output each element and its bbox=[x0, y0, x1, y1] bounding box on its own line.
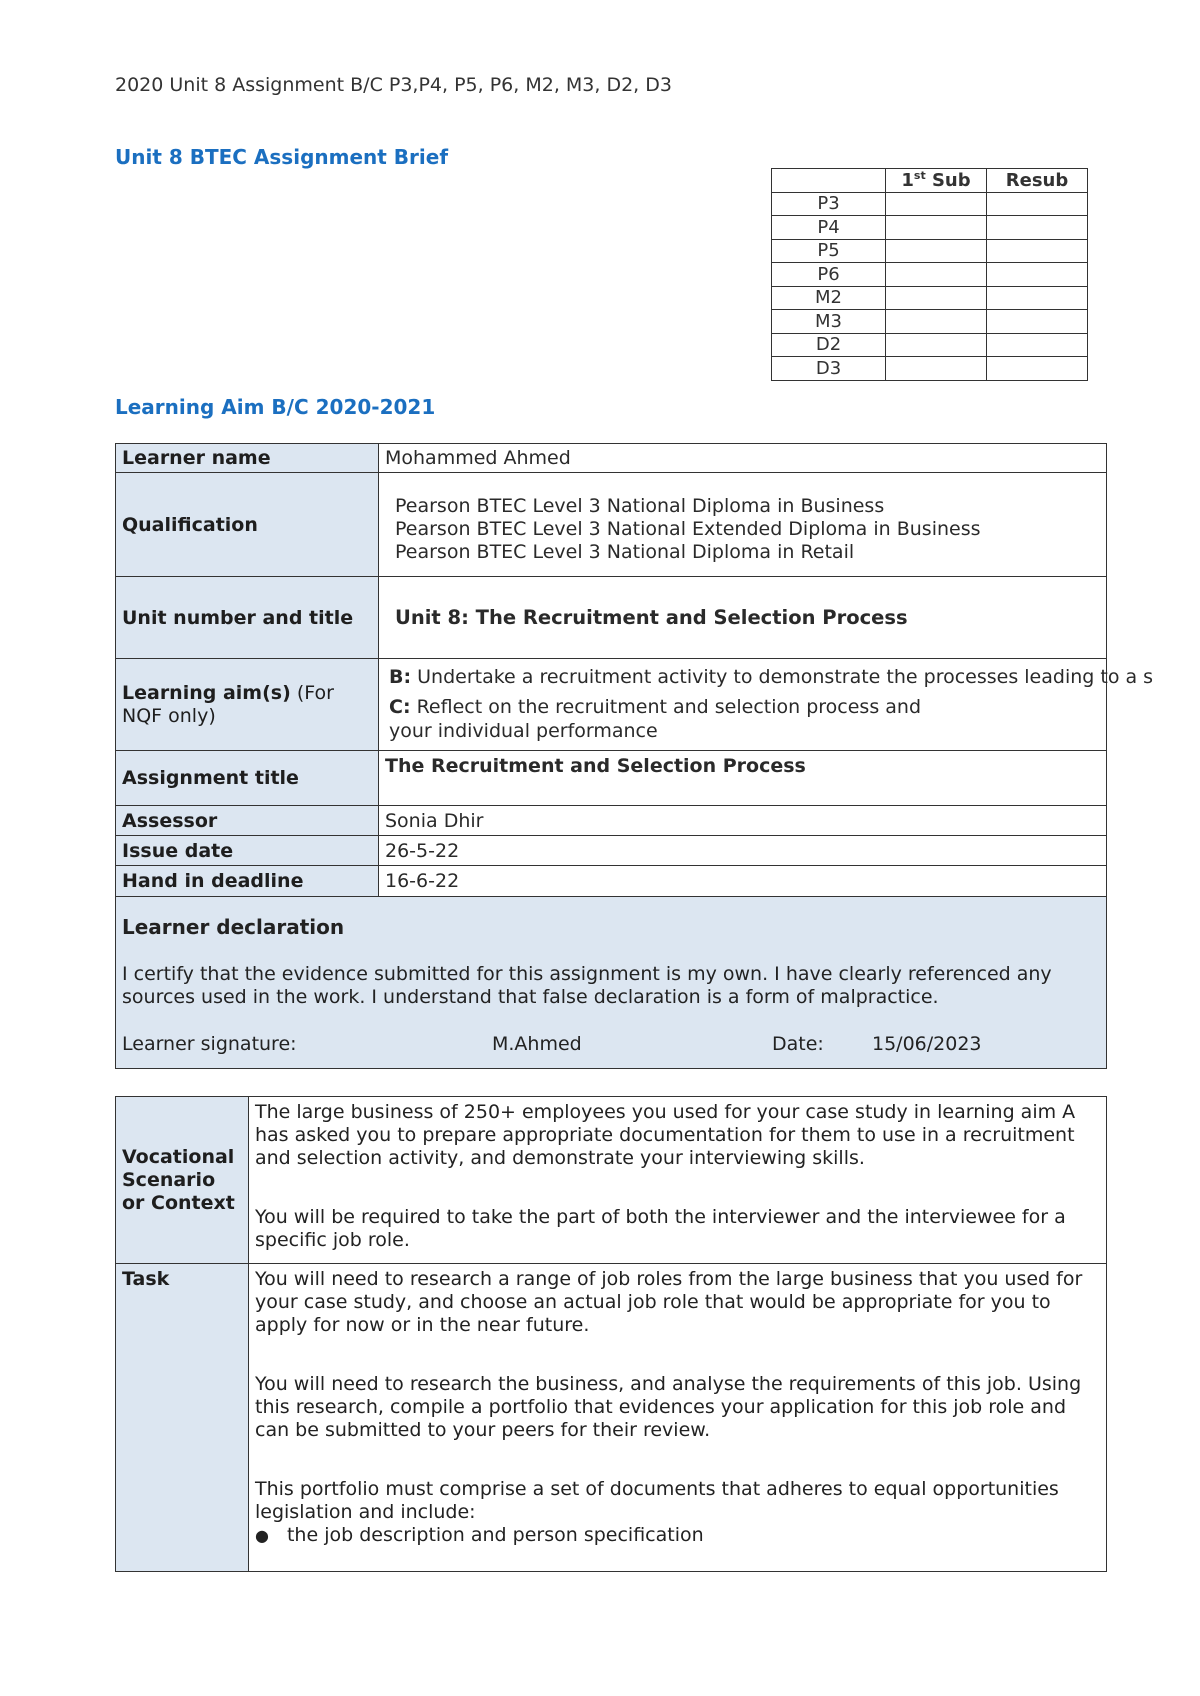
criteria-resub-cell bbox=[987, 286, 1088, 310]
criteria-first-sub-cell bbox=[886, 357, 987, 381]
criteria-code: M2 bbox=[772, 286, 886, 310]
qualification-label: Qualification bbox=[116, 473, 379, 577]
criteria-resub-cell bbox=[987, 216, 1088, 240]
learner-declaration bbox=[116, 897, 1107, 1069]
learning-aim-title: Learning Aim B/C 2020-2021 bbox=[115, 395, 436, 419]
qualification-line: Pearson BTEC Level 3 National Diploma in Business bbox=[395, 495, 885, 517]
assignment-title-value: The Recruitment and Selection Process bbox=[379, 751, 1107, 806]
criteria-first-sub-cell bbox=[886, 263, 987, 287]
qualification-line: Pearson BTEC Level 3 National Extended Diploma in Business bbox=[395, 518, 981, 540]
unit-row bbox=[116, 577, 1107, 659]
assignment-title-row bbox=[116, 751, 1107, 806]
criteria-code: P6 bbox=[772, 263, 886, 287]
criteria-row bbox=[772, 192, 1088, 216]
criteria-row bbox=[772, 333, 1088, 357]
deadline-value: 16-6-22 bbox=[379, 866, 1107, 897]
criteria-code: P3 bbox=[772, 192, 886, 216]
criteria-code: D2 bbox=[772, 333, 886, 357]
criteria-resub-cell bbox=[987, 263, 1088, 287]
date-label: Date: bbox=[772, 1033, 824, 1055]
signature-row bbox=[122, 1033, 1100, 1057]
criteria-code: M3 bbox=[772, 310, 886, 334]
criteria-row bbox=[772, 286, 1088, 310]
learning-aims-label: Learning aim(s) (For NQF only) bbox=[116, 659, 379, 751]
criteria-row bbox=[772, 310, 1088, 334]
criteria-row bbox=[772, 263, 1088, 287]
unit-value bbox=[379, 577, 1107, 659]
signature-label: Learner signature: bbox=[122, 1033, 297, 1055]
criteria-resub-cell bbox=[987, 310, 1088, 334]
criteria-header-row bbox=[772, 169, 1088, 193]
task-row bbox=[116, 1264, 1107, 1572]
criteria-row bbox=[772, 239, 1088, 263]
scenario-task-table bbox=[115, 1096, 1107, 1572]
scenario-row bbox=[116, 1097, 1107, 1264]
criteria-grid bbox=[771, 168, 1088, 381]
criteria-resub-cell bbox=[987, 239, 1088, 263]
assessor-label: Assessor bbox=[116, 806, 379, 836]
qualification-line: Pearson BTEC Level 3 National Diploma in Retail bbox=[395, 541, 855, 563]
qualification-value bbox=[379, 473, 1107, 577]
criteria-resub-cell bbox=[987, 333, 1088, 357]
criteria-first-sub-cell bbox=[886, 310, 987, 334]
aim-c-continued: your individual performance bbox=[389, 720, 658, 742]
criteria-first-sub-cell bbox=[886, 239, 987, 263]
learner-name-label: Learner name bbox=[116, 444, 379, 473]
task-bullet bbox=[255, 1524, 1100, 1547]
task-label: Task bbox=[116, 1264, 249, 1572]
declaration-text: I certify that the evidence submitted for this assignment is my own. I have clearly referenced any sources used in the work. I understand that false declaration is a form of malpractice. bbox=[122, 963, 1052, 1008]
criteria-first-sub-cell bbox=[886, 216, 987, 240]
learner-name-value: Mohammed Ahmed bbox=[379, 444, 1107, 473]
criteria-row bbox=[772, 216, 1088, 240]
criteria-corner-cell bbox=[772, 169, 886, 193]
deadline-label: Hand in deadline bbox=[116, 866, 379, 897]
learner-name-row bbox=[116, 444, 1107, 473]
aim-c: C: Reflect on the recruitment and selection process and bbox=[389, 696, 922, 718]
criteria-col-resub: Resub bbox=[987, 169, 1088, 193]
aim-b: B: Undertake a recruitment activity to demonstrate the processes leading to a s bbox=[389, 666, 1154, 688]
assignment-title-label: Assignment title bbox=[116, 751, 379, 806]
signature-value: M.Ahmed bbox=[492, 1033, 582, 1055]
assessor-value: Sonia Dhir bbox=[379, 806, 1107, 836]
criteria-row bbox=[772, 357, 1088, 381]
scenario-paragraph: The large business of 250+ employees you used for your case study in learning aim A has asked you to prepare appropriate documentation for them to use in a recruitment and selection activity, and demonstrate your interviewing skills. bbox=[255, 1101, 1076, 1169]
criteria-code: P5 bbox=[772, 239, 886, 263]
date-value: 15/06/2023 bbox=[872, 1033, 982, 1055]
assessor-row bbox=[116, 806, 1107, 836]
criteria-resub-cell bbox=[987, 357, 1088, 381]
learning-aims-row bbox=[116, 659, 1107, 751]
task-content bbox=[249, 1264, 1107, 1572]
criteria-first-sub-cell bbox=[886, 333, 987, 357]
scenario-content bbox=[249, 1097, 1107, 1264]
task-paragraph: This portfolio must comprise a set of documents that adheres to equal opportunities legislation and include: bbox=[255, 1478, 1059, 1523]
criteria-col-first-sub: 1st Sub bbox=[886, 169, 987, 193]
assignment-info-table bbox=[115, 443, 1154, 1069]
criteria-first-sub-cell bbox=[886, 286, 987, 310]
criteria-first-sub-cell bbox=[886, 192, 987, 216]
task-bullet-text: the job description and person specification bbox=[286, 1524, 704, 1546]
document-header: 2020 Unit 8 Assignment B/C P3,P4, P5, P6, M2, M3, D2, D3 bbox=[115, 74, 672, 96]
criteria-code: D3 bbox=[772, 357, 886, 381]
scenario-paragraph: You will be required to take the part of both the interviewer and the interviewee for a specific job role. bbox=[255, 1206, 1066, 1251]
criteria-resub-cell bbox=[987, 192, 1088, 216]
task-paragraph: You will need to research a range of job roles from the large business that you used for your case study, and choose an actual job role that would be appropriate for you to apply for now or in the near future. bbox=[255, 1268, 1083, 1336]
issue-date-label: Issue date bbox=[116, 836, 379, 866]
scenario-label: Vocational Scenario or Context bbox=[116, 1097, 249, 1264]
issue-date-row bbox=[116, 836, 1107, 866]
learning-aims-value bbox=[379, 659, 1154, 751]
deadline-row bbox=[116, 866, 1107, 897]
unit-title: Unit 8: The Recruitment and Selection Process bbox=[395, 606, 908, 629]
task-paragraph: You will need to research the business, and analyse the requirements of this job. Using this research, compile a portfolio that evidences your application for this job role and can be submitted to your peers for their review. bbox=[255, 1373, 1082, 1441]
brief-title: Unit 8 BTEC Assignment Brief bbox=[115, 145, 449, 169]
declaration-title: Learner declaration bbox=[122, 915, 345, 939]
issue-date-value: 26-5-22 bbox=[379, 836, 1107, 866]
declaration-row bbox=[116, 897, 1107, 1069]
bullet-icon: ● bbox=[255, 1526, 269, 1545]
qualification-row bbox=[116, 473, 1107, 577]
unit-label: Unit number and title bbox=[116, 577, 379, 659]
criteria-code: P4 bbox=[772, 216, 886, 240]
